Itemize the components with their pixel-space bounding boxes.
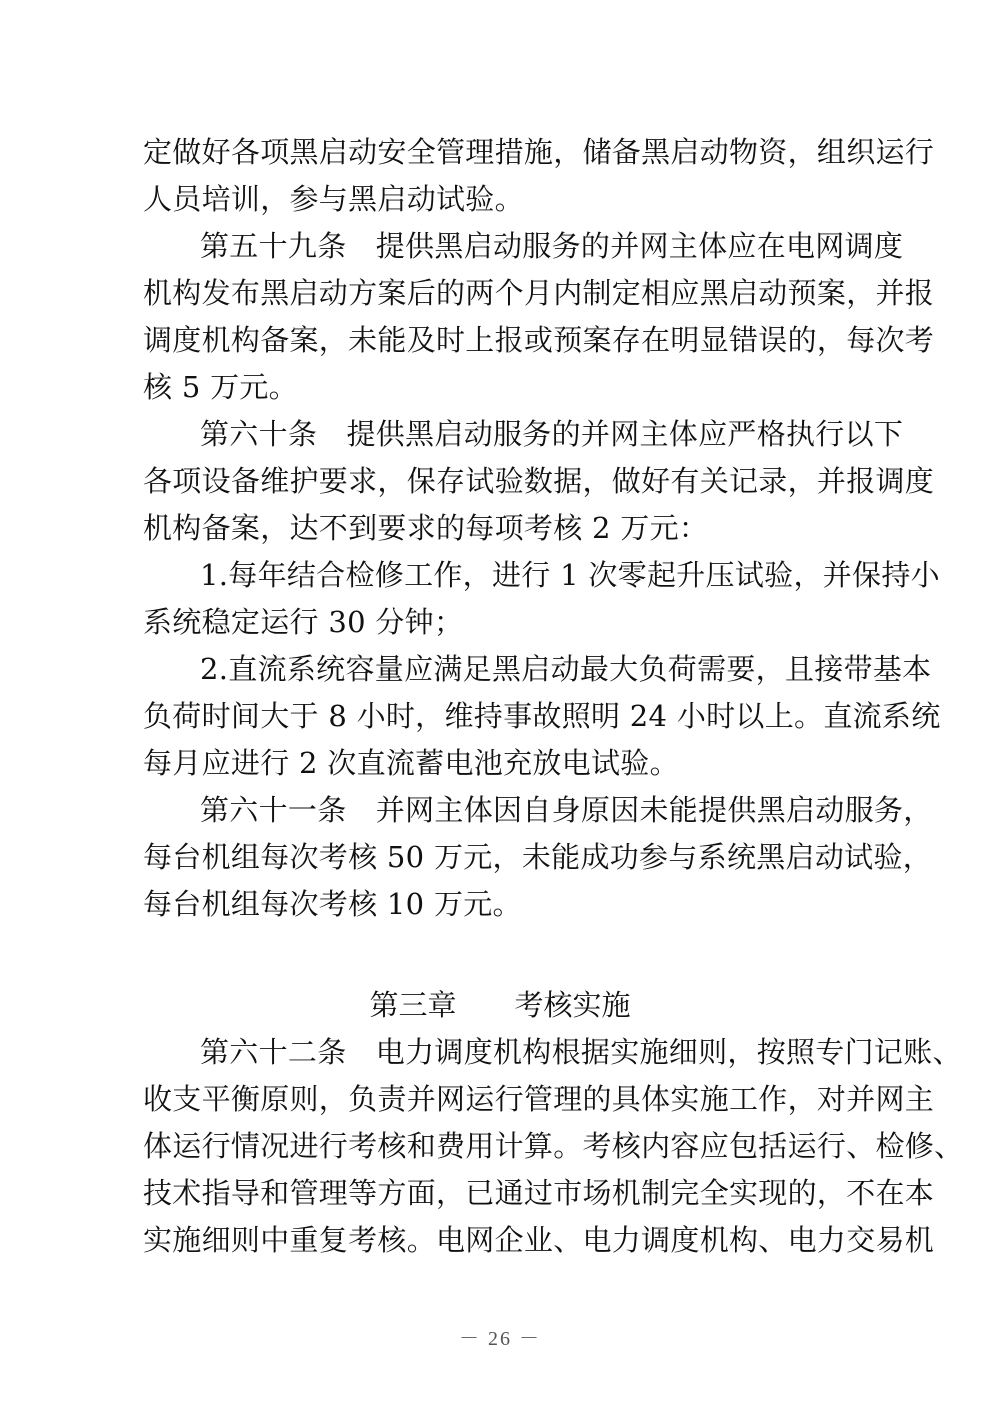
article-59-line: 第五十九条 提供黑启动服务的并网主体应在电网调度 [200,229,904,263]
list-item-line: 1.每年结合检修工作，进行 1 次零起升压试验，并保持小 [200,558,940,592]
paragraph-line: 负荷时间大于 8 小时，维持事故照明 24 小时以上。直流系统 [143,699,941,733]
paragraph-line: 每台机组每次考核 50 万元，未能成功参与系统黑启动试验， [143,840,933,874]
article-61-line: 第六十一条 并网主体因自身原因未能提供黑启动服务， [200,793,933,827]
paragraph-line: 定做好各项黑启动安全管理措施，储备黑启动物资，组织运行 [143,135,935,169]
list-item-line: 2.直流系统容量应满足黑启动最大负荷需要，且接带基本 [200,652,932,686]
paragraph-line: 每台机组每次考核 10 万元。 [143,887,522,921]
paragraph-line: 核 5 万元。 [143,370,298,404]
paragraph-line: 收支平衡原则，负责并网运行管理的具体实施工作，对并网主 [143,1082,935,1116]
paragraph-line: 人员培训，参与黑启动试验。 [143,182,524,216]
paragraph-line: 机构发布黑启动方案后的两个月内制定相应黑启动预案，并报 [143,276,935,310]
paragraph-line: 各项设备维护要求，保存试验数据，做好有关记录，并报调度 [143,464,935,498]
article-60-line: 第六十条 提供黑启动服务的并网主体应严格执行以下 [200,417,904,451]
paragraph-line: 每月应进行 2 次直流蓄电池充放电试验。 [143,746,679,780]
paragraph-line: 体运行情况进行考核和费用计算。考核内容应包括运行、检修、 [143,1129,964,1163]
page-number: － 26 － [459,1328,541,1350]
chapter-heading: 第三章 考核实施 [369,988,631,1022]
paragraph-line: 机构备案，达不到要求的每项考核 2 万元： [143,511,709,545]
paragraph-line: 技术指导和管理等方面，已通过市场机制完全实现的，不在本 [143,1176,935,1210]
paragraph-line: 调度机构备案，未能及时上报或预案存在明显错误的，每次考 [143,323,935,357]
paragraph-line: 系统稳定运行 30 分钟； [143,605,464,639]
article-62-line: 第六十二条 电力调度机构根据实施细则，按照专门记账、 [200,1035,962,1069]
paragraph-line: 实施细则中重复考核。电网企业、电力调度机构、电力交易机 [143,1223,935,1257]
